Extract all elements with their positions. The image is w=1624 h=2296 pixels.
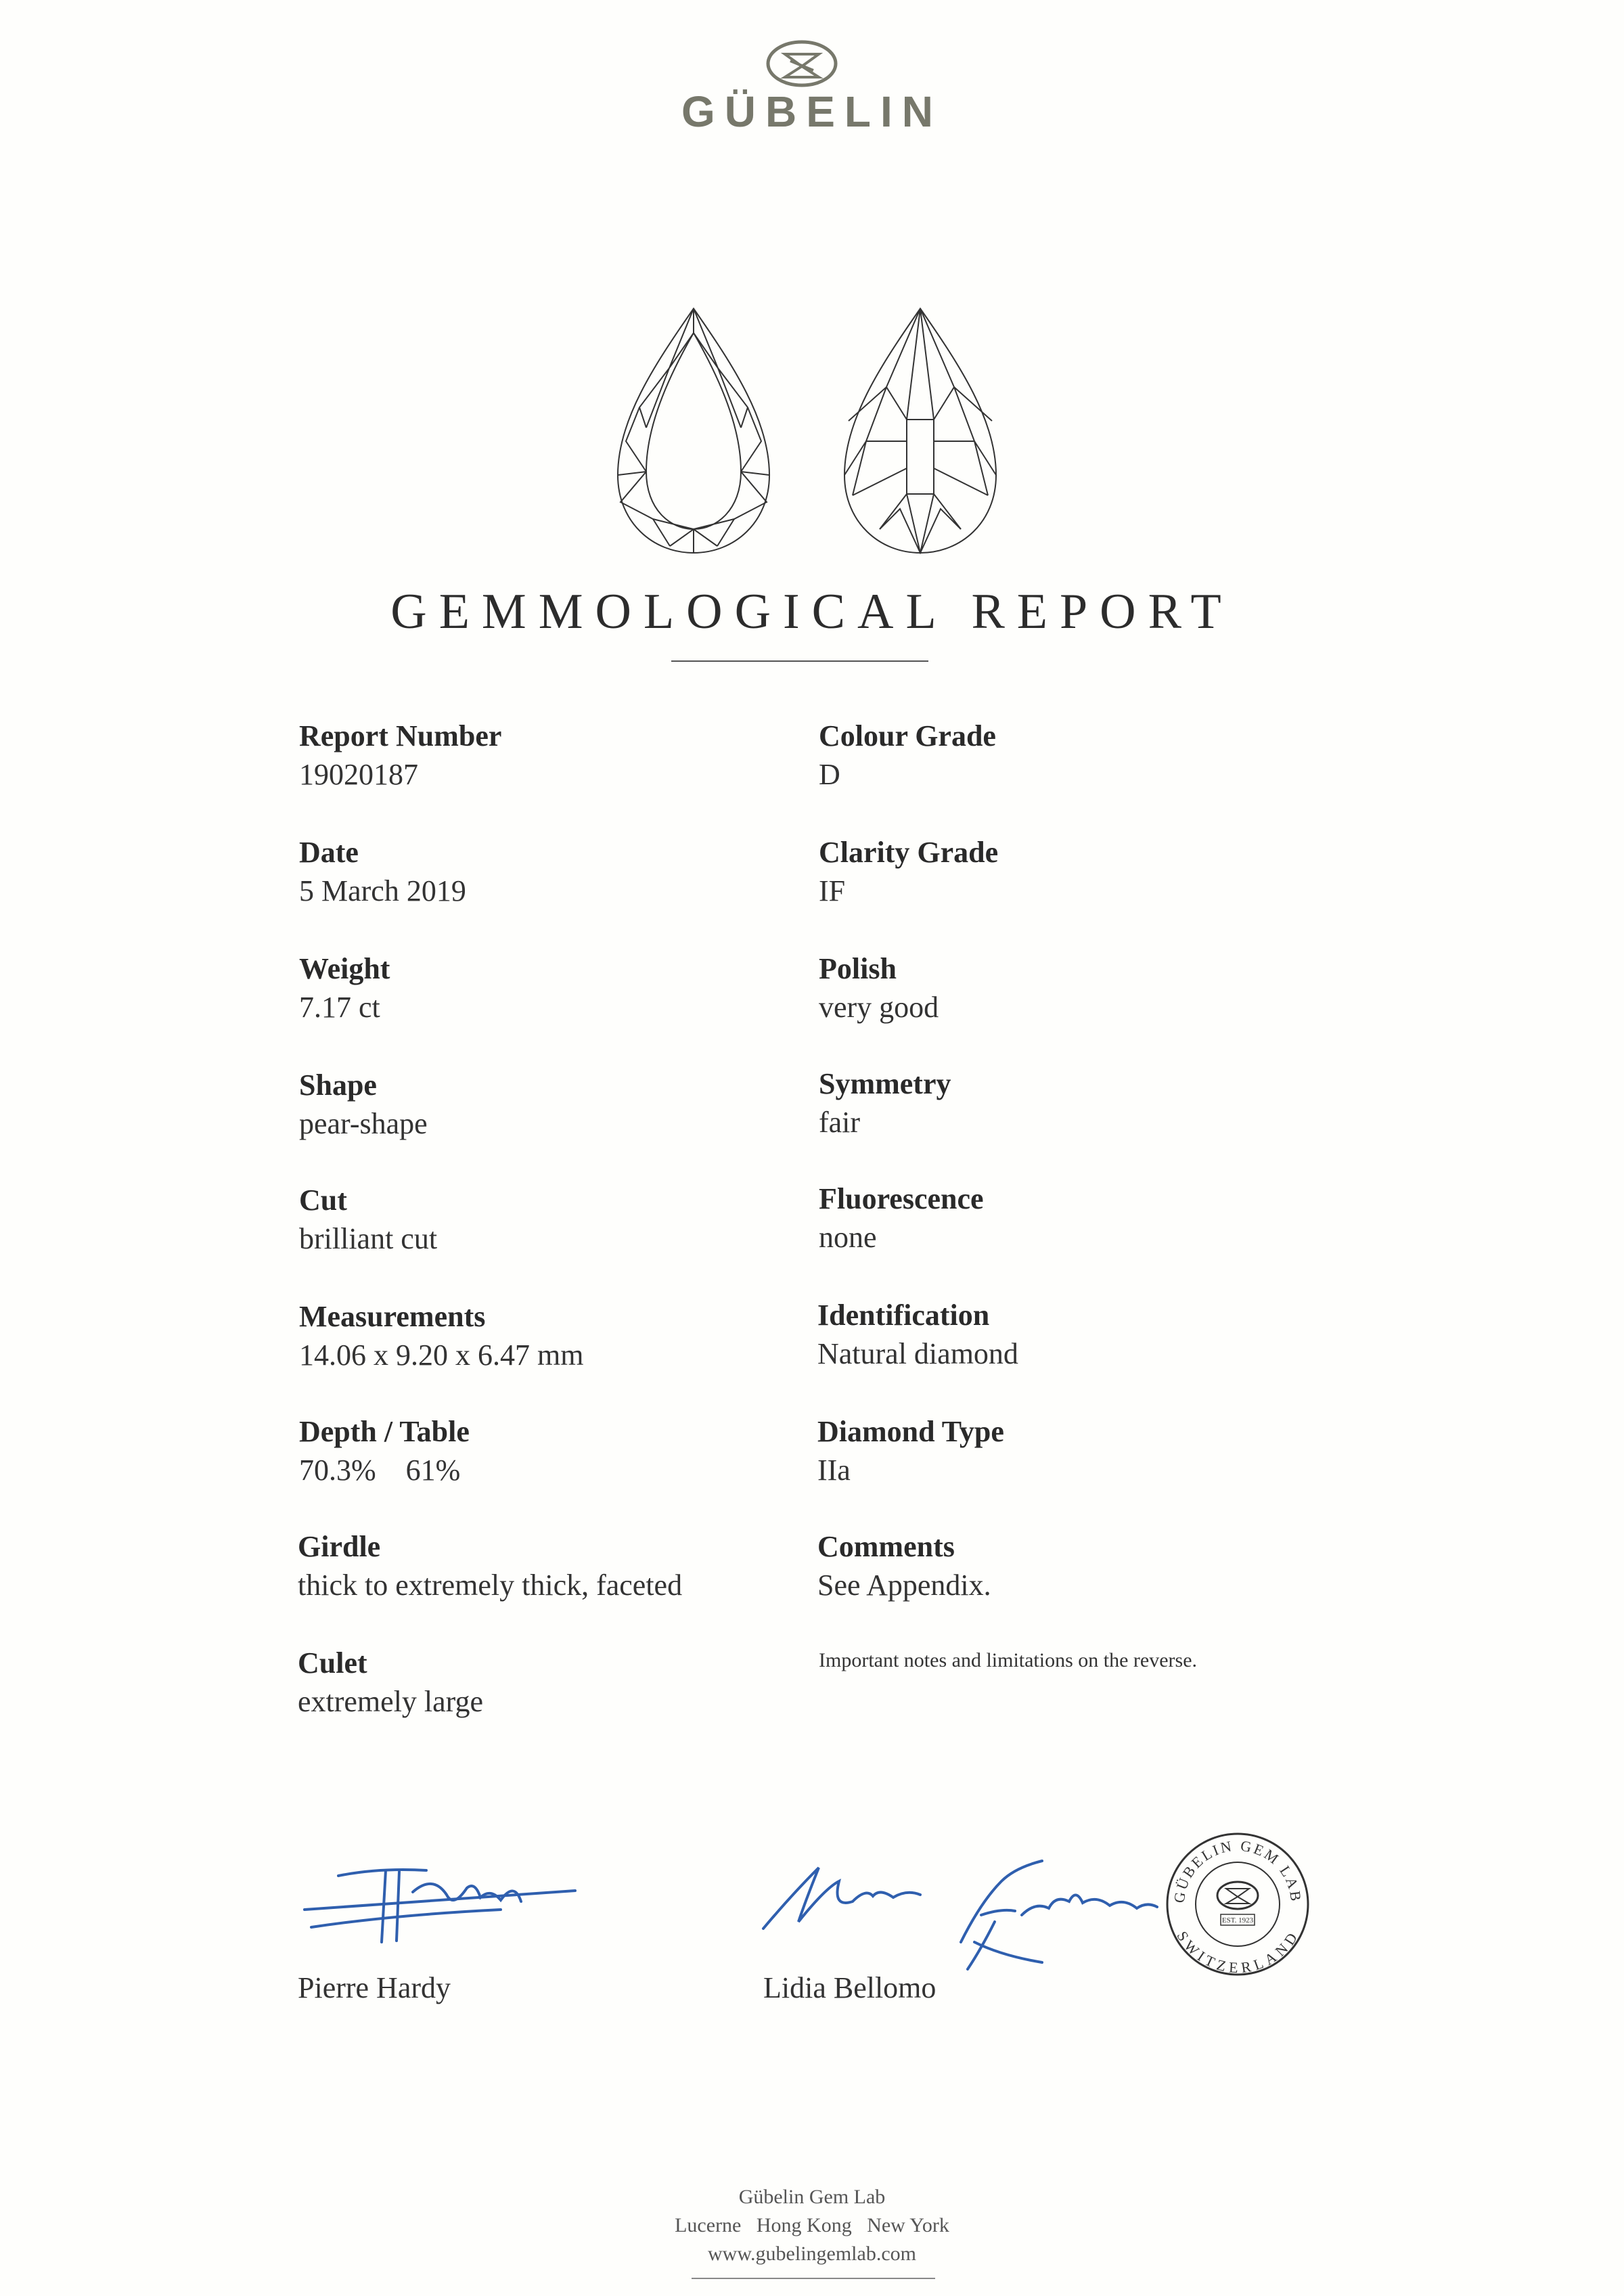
field-fluorescence	[819, 1180, 1306, 1257]
signer-name-left: Pierre Hardy	[298, 1971, 451, 2004]
field-value: thick to extremely thick, faceted	[298, 1569, 683, 1602]
svg-text:SWITZERLAND: SWITZERLAND	[1173, 1928, 1302, 1977]
field-value: none	[819, 1221, 877, 1254]
diamond-crown-diagram	[612, 306, 775, 556]
field-value: IF	[819, 874, 846, 907]
field-girdle	[298, 1528, 785, 1605]
svg-text:EST. 1923: EST. 1923	[1221, 1916, 1254, 1924]
signer-name-right: Lidia Bellomo	[763, 1971, 937, 2004]
field-value: IIa	[817, 1454, 851, 1487]
field-weight	[299, 950, 786, 1027]
field-label: Clarity Grade	[819, 836, 999, 869]
field-label: Shape	[299, 1068, 377, 1102]
footer-lab-name: Gübelin Gem Lab	[738, 2186, 886, 2208]
field-label: Date	[299, 836, 359, 869]
field-culet	[298, 1644, 785, 1721]
field-comments	[817, 1528, 1305, 1605]
field-symmetry	[819, 1065, 1306, 1142]
field-value: pear-shape	[299, 1107, 428, 1140]
field-value: very good	[819, 991, 939, 1024]
field-label: Measurements	[299, 1300, 486, 1333]
field-value: 5 March 2019	[299, 874, 466, 907]
gubelin-emblem-icon	[765, 39, 839, 88]
title-divider	[671, 660, 928, 662]
field-polish	[819, 950, 1306, 1027]
field-cut	[299, 1181, 786, 1259]
field-label: Polish	[819, 952, 897, 985]
footer-divider	[692, 2278, 935, 2279]
brand-name: GÜBELIN	[681, 87, 943, 136]
field-label: Identification	[817, 1299, 990, 1332]
signature-pierre-hardy	[298, 1847, 582, 1949]
field-label: Girdle	[298, 1530, 381, 1563]
field-date	[299, 834, 786, 911]
field-value: 70.3% 61%	[299, 1454, 461, 1487]
signature-lidia-bellomo	[758, 1841, 1164, 1976]
field-identification	[817, 1297, 1305, 1374]
field-value: fair	[819, 1106, 861, 1139]
report-title: GEMMOLOGICAL REPORT	[390, 584, 1234, 639]
field-clarity-grade	[819, 834, 1306, 911]
field-value: Natural diamond	[817, 1337, 1018, 1370]
field-colour-grade	[819, 717, 1306, 794]
field-value: See Appendix.	[817, 1569, 991, 1602]
field-label: Culet	[298, 1646, 367, 1680]
field-label: Fluorescence	[819, 1182, 984, 1215]
gubelin-gem-lab-seal	[1164, 1830, 1311, 1978]
field-label: Comments	[817, 1530, 955, 1563]
footer-website-link[interactable]: www.gubelingemlab.com	[708, 2243, 916, 2265]
field-label: Weight	[299, 952, 390, 985]
field-diamond-type	[817, 1413, 1305, 1490]
field-value: 14.06 x 9.20 x 6.47 mm	[299, 1338, 584, 1372]
field-value: brilliant cut	[299, 1222, 438, 1255]
field-label: Depth / Table	[299, 1415, 470, 1448]
field-label: Colour Grade	[819, 719, 996, 752]
field-depth-table	[299, 1413, 786, 1490]
field-measurements	[299, 1298, 786, 1375]
diamond-pavilion-diagram	[839, 306, 1001, 556]
field-label: Cut	[299, 1184, 347, 1217]
field-value: 7.17 ct	[299, 991, 380, 1024]
field-shape	[299, 1066, 786, 1144]
field-label: Report Number	[299, 719, 502, 752]
field-value: D	[819, 758, 840, 791]
field-label: Diamond Type	[817, 1415, 1004, 1448]
limitations-note: Important notes and limitations on the reverse.	[819, 1649, 1198, 1671]
footer-cities: Lucerne Hong Kong New York	[675, 2214, 949, 2236]
field-value: 19020187	[299, 758, 418, 791]
field-value: extremely large	[298, 1685, 484, 1718]
svg-text:GÜBELIN GEM LAB: GÜBELIN GEM LAB	[1170, 1837, 1305, 1904]
field-report-number	[299, 717, 786, 794]
field-label: Symmetry	[819, 1067, 951, 1100]
